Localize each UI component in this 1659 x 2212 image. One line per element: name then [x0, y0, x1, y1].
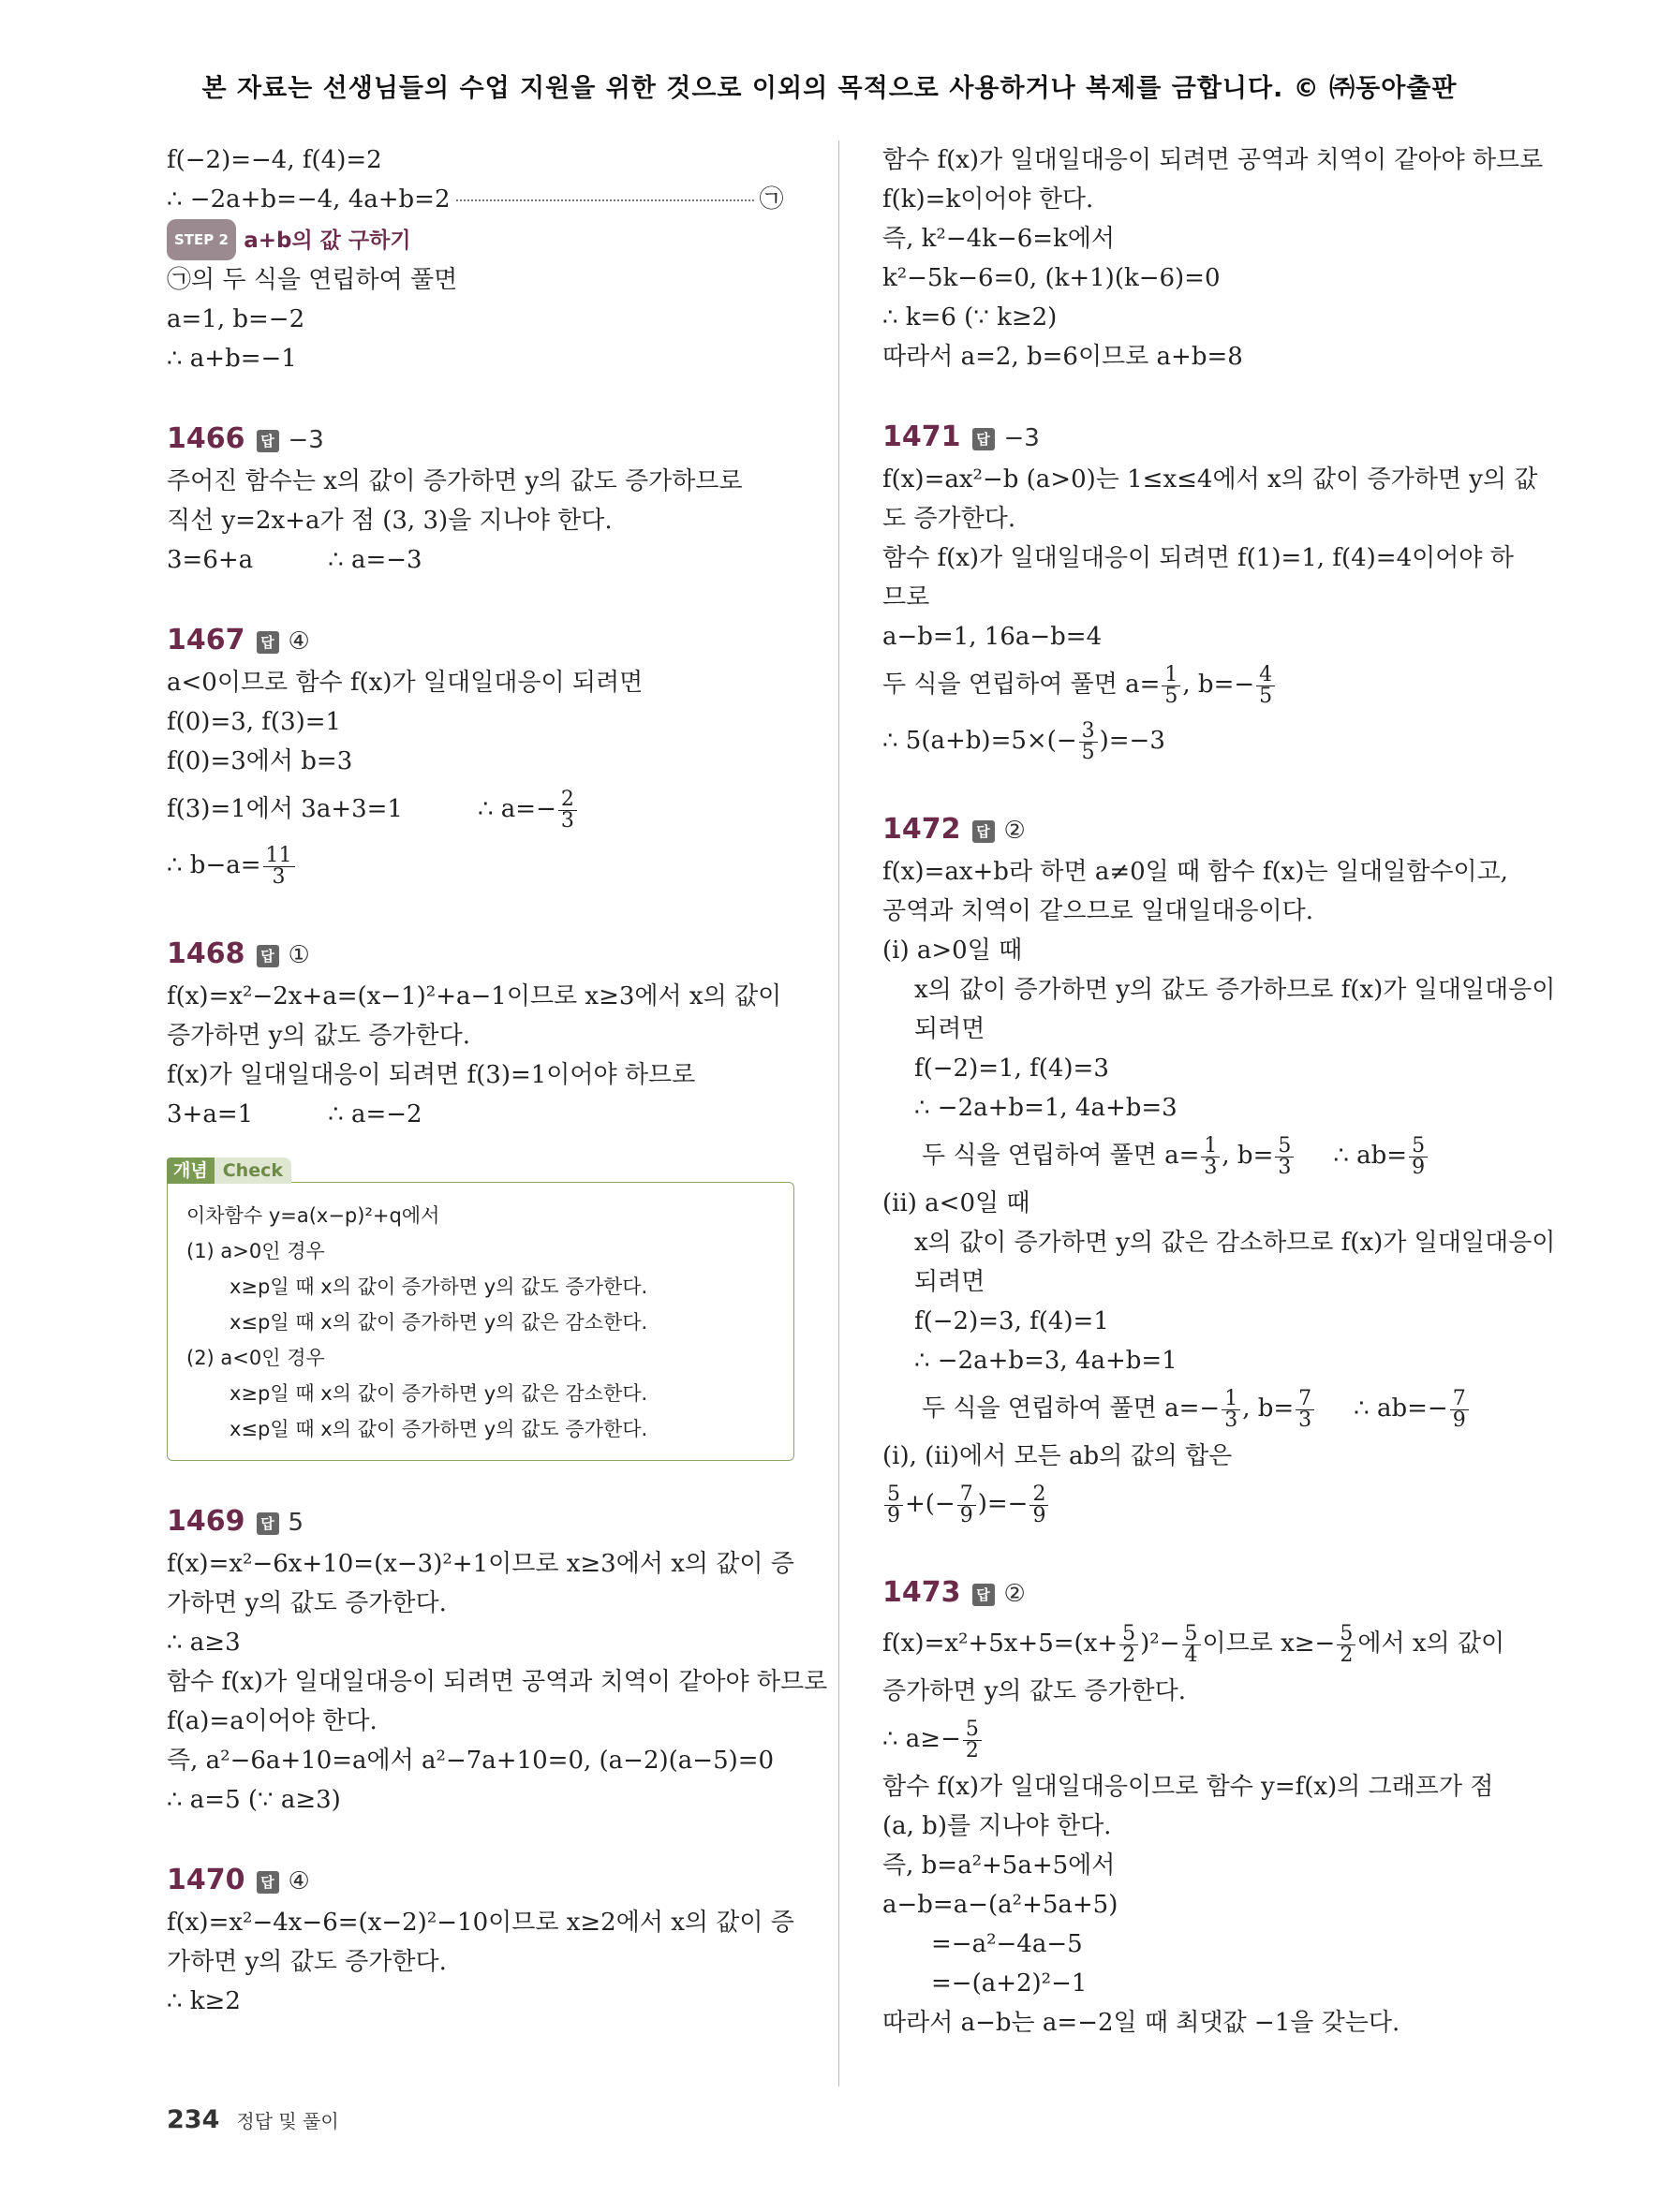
answer-icon: 답 [257, 631, 279, 654]
circle-mark: ㉠ [759, 185, 784, 214]
answer: ① [288, 941, 310, 969]
check-line: x≥p일 때 x의 값이 증가하면 y의 값은 감소한다. [230, 1382, 648, 1405]
check-line: 이차함수 y=a(x−p)²+q에서 [186, 1204, 440, 1227]
check-line: x≥p일 때 x의 값이 증가하면 y의 값도 증가한다. [230, 1276, 648, 1298]
text-line: f(x)가 일대일대응이 되려면 f(3)=1이어야 하므로 [167, 1061, 696, 1089]
text-line: =−a²−4a−5 [931, 1930, 1083, 1958]
text-line: ∴ a≥− $\frac{5}{2}$ [882, 1711, 1516, 1767]
problem-1466 [167, 418, 796, 580]
text-line: ∴ a≥3 [167, 1629, 241, 1657]
problem-number: 1472 답 ② [882, 813, 1026, 846]
fraction: $\frac{3}{5}$ [1079, 721, 1098, 763]
text-line: 함수 f(x)가 일대일대응이 되려면 공역과 치역이 같아야 하므로 [167, 1668, 828, 1696]
problem-number: 1473 답 ② [882, 1576, 1026, 1609]
text-line: (ii) a<0일 때 [882, 1189, 1030, 1217]
fraction: $\frac{5}{2}$ [963, 1719, 982, 1762]
column-divider [838, 140, 839, 2087]
text-line: f(k)=k이어야 한다. [882, 185, 1094, 214]
text-line: 두 식을 연립하여 풀면 a= $\frac{1}{3}$ , b= $\frac{5}{3}$ ∴ ab= $\frac{5}{9}$ [882, 1128, 1516, 1184]
text-line: =−(a+2)²−1 [931, 1969, 1088, 1998]
answer: ④ [288, 627, 310, 656]
text-line: 가하면 y의 값도 증가한다. [167, 1948, 447, 1976]
text-line: f(−2)=1, f(4)=3 [914, 1054, 1109, 1083]
text-line: ∴ a=5 (∵ a≥3) [167, 1786, 341, 1814]
text-line: k²−5k−6=0, (k+1)(k−6)=0 [882, 264, 1221, 292]
text-line: 함수 f(x)가 일대일대응이 되려면 공역과 치역이 같아야 하므로 [882, 146, 1544, 174]
left-column [167, 140, 828, 2021]
text-line: 증가하면 y의 값도 증가한다. [167, 1022, 471, 1050]
problem-1473 [882, 1571, 1516, 2042]
text-line: ∴ a+b=−1 [167, 345, 297, 373]
text-line: f(−2)=−4, f(4)=2 [167, 146, 382, 174]
right-column [882, 140, 1556, 2042]
answer: 5 [288, 1509, 304, 1537]
fraction: $\frac{7}{9}$ [957, 1484, 976, 1526]
check-line: (1) a>0인 경우 [186, 1240, 325, 1262]
text-line: 므로 [882, 583, 930, 612]
text-line: 직선 y=2x+a가 점 (3, 3)을 지나야 한다. [167, 507, 613, 535]
concept-check-box [167, 1182, 794, 1461]
text-line: 즉, b=a²+5a+5에서 [882, 1851, 1116, 1880]
problem-number: 1469 답 5 [167, 1505, 304, 1538]
check-line: x≤p일 때 x의 값이 증가하면 y의 값도 증가한다. [230, 1418, 648, 1440]
text-line: ㉠의 두 식을 연립하여 풀면 [167, 266, 458, 294]
check-line: x≤p일 때 x의 값이 증가하면 y의 값은 감소한다. [230, 1311, 648, 1334]
check-line: (2) a<0인 경우 [186, 1347, 325, 1369]
text-line: f(x)=x²−4x−6=(x−2)²−10이므로 x≥2에서 x의 값이 증 [167, 1909, 794, 1937]
problem-number: 1466 답 −3 [167, 422, 324, 455]
fraction: $\frac{7}{9}$ [1450, 1389, 1469, 1431]
text-line: 공역과 치역이 같으므로 일대일대응이다. [882, 897, 1314, 925]
step-badge: STEP 2 [167, 219, 236, 260]
fraction: $\frac{5}{9}$ [884, 1484, 903, 1526]
fraction: $\frac{5}{9}$ [1409, 1136, 1428, 1178]
text-line: ∴ k=6 (∵ k≥2) [882, 303, 1058, 332]
copyright-banner: 본 자료는 선생님들의 수업 지원을 위한 것으로 이외의 목적으로 사용하거나 복제를 금합니다. © ㈜동아출판 [201, 74, 1458, 103]
fraction: $\frac{5}{3}$ [1275, 1136, 1294, 1178]
text-line: 따라서 a−b는 a=−2일 때 최댓값 −1을 갖는다. [882, 2009, 1400, 2037]
text-line: f(x)=x²−6x+10=(x−3)²+1이므로 x≥3에서 x의 값이 증 [167, 1550, 794, 1578]
text-line: 도 증가한다. [882, 505, 1016, 533]
text-line: 즉, a²−6a+10=a에서 a²−7a+10=0, (a−2)(a−5)=0 [167, 1747, 775, 1775]
concept-check [167, 1134, 796, 1461]
fraction: $\frac{7}{3}$ [1296, 1389, 1314, 1431]
text-line: 함수 f(x)가 일대일대응이므로 함수 y=f(x)의 그래프가 점 [882, 1773, 1494, 1801]
text-line: 주어진 함수는 x의 값이 증가하면 y의 값도 증가하므로 [167, 467, 743, 495]
text-line: a=1, b=−2 [167, 305, 305, 333]
text-line: 증가하면 y의 값도 증가한다. [882, 1677, 1187, 1705]
text-line: f(x)=x²−2x+a=(x−1)²+a−1이므로 x≥3에서 x의 값이 [167, 982, 782, 1010]
text-line: 함수 f(x)가 일대일대응이 되려면 f(1)=1, f(4)=4이어야 하 [882, 544, 1514, 572]
problem-number: 1468 답 ① [167, 937, 310, 970]
problem-number: 1471 답 −3 [882, 420, 1040, 453]
text-line: 되려면 [914, 1015, 985, 1043]
fraction: $\frac{5}{2}$ [1119, 1624, 1138, 1666]
page-footer [167, 2105, 339, 2134]
fraction: $\frac{1}{3}$ [1201, 1136, 1220, 1178]
answer-icon: 답 [972, 1584, 995, 1606]
text-line: f(x)=ax²−b (a>0)는 1≤x≤4에서 x의 값이 증가하면 y의 값 [882, 465, 1538, 494]
answer-icon: 답 [257, 1871, 279, 1894]
footer-label: 정답 및 풀이 [236, 2110, 339, 2132]
answer: −3 [288, 426, 324, 454]
text-line: 3=6+a ∴ a=−3 [167, 546, 422, 574]
problem-1472 [882, 808, 1556, 1532]
fraction: $\frac{2}{9}$ [1029, 1484, 1048, 1526]
text-line: (a, b)를 지나야 한다. [882, 1812, 1112, 1840]
text-line: f(3)=1에서 3a+3=1 ∴ a=− $\frac{2}{3}$ [167, 781, 796, 837]
text-line: ∴ −2a+b=1, 4a+b=3 [914, 1094, 1178, 1122]
page-number: 234 [167, 2105, 220, 2134]
answer: ② [1003, 1580, 1026, 1608]
text-line: ∴ 5(a+b)=5×(− $\frac{3}{5}$ )=−3 [882, 718, 1165, 764]
text-line: x의 값이 증가하면 y의 값도 증가하므로 f(x)가 일대일대응이 [914, 976, 1556, 1004]
text-line: f(0)=3에서 b=3 [167, 747, 353, 775]
problem-number: 1467 답 ④ [167, 624, 310, 656]
answer: ④ [288, 1867, 310, 1895]
problem-1469 [167, 1500, 828, 1820]
text-line: x의 값이 증가하면 y의 값은 감소하므로 f(x)가 일대일대응이 [914, 1229, 1556, 1257]
carryover-solution [167, 140, 796, 378]
text-line: ∴ k≥2 [167, 1987, 241, 2015]
text-line: 3+a=1 ∴ a=−2 [167, 1100, 422, 1128]
problem-1468 [167, 933, 796, 1134]
fraction: $\frac{11}{3}$ [263, 846, 295, 888]
answer: ② [1003, 817, 1026, 845]
fraction: $\frac{1}{5}$ [1162, 665, 1180, 707]
answer-icon: 답 [257, 430, 279, 452]
fraction: $\frac{1}{3}$ [1222, 1389, 1240, 1431]
problem-1470 [167, 1859, 796, 2021]
text-line: ∴ −2a+b=−4, 4a+b=2 ㉠ [167, 185, 784, 214]
text-line: f(x)=ax+b라 하면 a≠0일 때 함수 f(x)는 일대일함수이고, [882, 858, 1508, 886]
text-line: 즉, k²−4k−6=k에서 [882, 225, 1116, 253]
text-line: ∴ −2a+b=3, 4a+b=1 [914, 1347, 1178, 1375]
problem-1467 [167, 619, 796, 893]
text-line: $\frac{5}{9}$ +(− $\frac{7}{9}$ )=− $\frac{2}{9}$ [882, 1476, 1516, 1532]
answer-icon: 답 [972, 428, 995, 450]
text-line: 가하면 y의 값도 증가한다. [167, 1589, 447, 1617]
answer-icon: 답 [257, 945, 279, 967]
text-line: f(a)=a이어야 한다. [167, 1707, 378, 1735]
answer-icon: 답 [972, 820, 995, 843]
concept-check-tab: 개념 Check [167, 1157, 291, 1182]
carryover-solution-1470 [882, 140, 1544, 376]
text-line: 따라서 a=2, b=6이므로 a+b=8 [882, 343, 1243, 371]
text-line: 되려면 [914, 1268, 985, 1296]
text-line: (i) a>0일 때 [882, 936, 1023, 965]
problem-1471 [882, 416, 1538, 769]
step-heading: STEP 2 a+b의 값 구하기 [167, 219, 796, 260]
text-line: f(−2)=3, f(4)=1 [914, 1307, 1109, 1335]
text-line: a−b=1, 16a−b=4 [882, 623, 1103, 651]
text-line: f(x)=x²+5x+5=(x+ $\frac{5}{2}$ )²− $\frac{5}{4}$ 이므로 x≥− $\frac{5}{2}$ 에서 x의 값이 [882, 1621, 1505, 1667]
fraction: $\frac{5}{2}$ [1337, 1624, 1355, 1666]
answer-icon: 답 [257, 1512, 279, 1535]
text-line: 두 식을 연립하여 풀면 a= $\frac{1}{5}$ , b=− $\frac{4}{5}$ [882, 656, 1516, 713]
fraction: $\frac{5}{4}$ [1182, 1624, 1201, 1666]
text-line: f(0)=3, f(3)=1 [167, 708, 342, 736]
fraction: $\frac{4}{5}$ [1256, 665, 1275, 707]
text-line: 두 식을 연립하여 풀면 a=− $\frac{1}{3}$ , b= $\frac{7}{3}$ ∴ ab=− $\frac{7}{9}$ [882, 1380, 1516, 1437]
dot-leader [456, 199, 754, 201]
problem-number: 1470 답 ④ [167, 1864, 310, 1896]
text-line: (i), (ii)에서 모든 ab의 값의 합은 [882, 1442, 1233, 1470]
fraction: $\frac{2}{3}$ [558, 789, 577, 832]
text-line: a−b=a−(a²+5a+5) [882, 1891, 1118, 1919]
text-line: ∴ b−a= $\frac{11}{3}$ [167, 837, 796, 893]
text-line: a<0이므로 함수 f(x)가 일대일대응이 되려면 [167, 669, 644, 697]
answer: −3 [1003, 424, 1040, 452]
